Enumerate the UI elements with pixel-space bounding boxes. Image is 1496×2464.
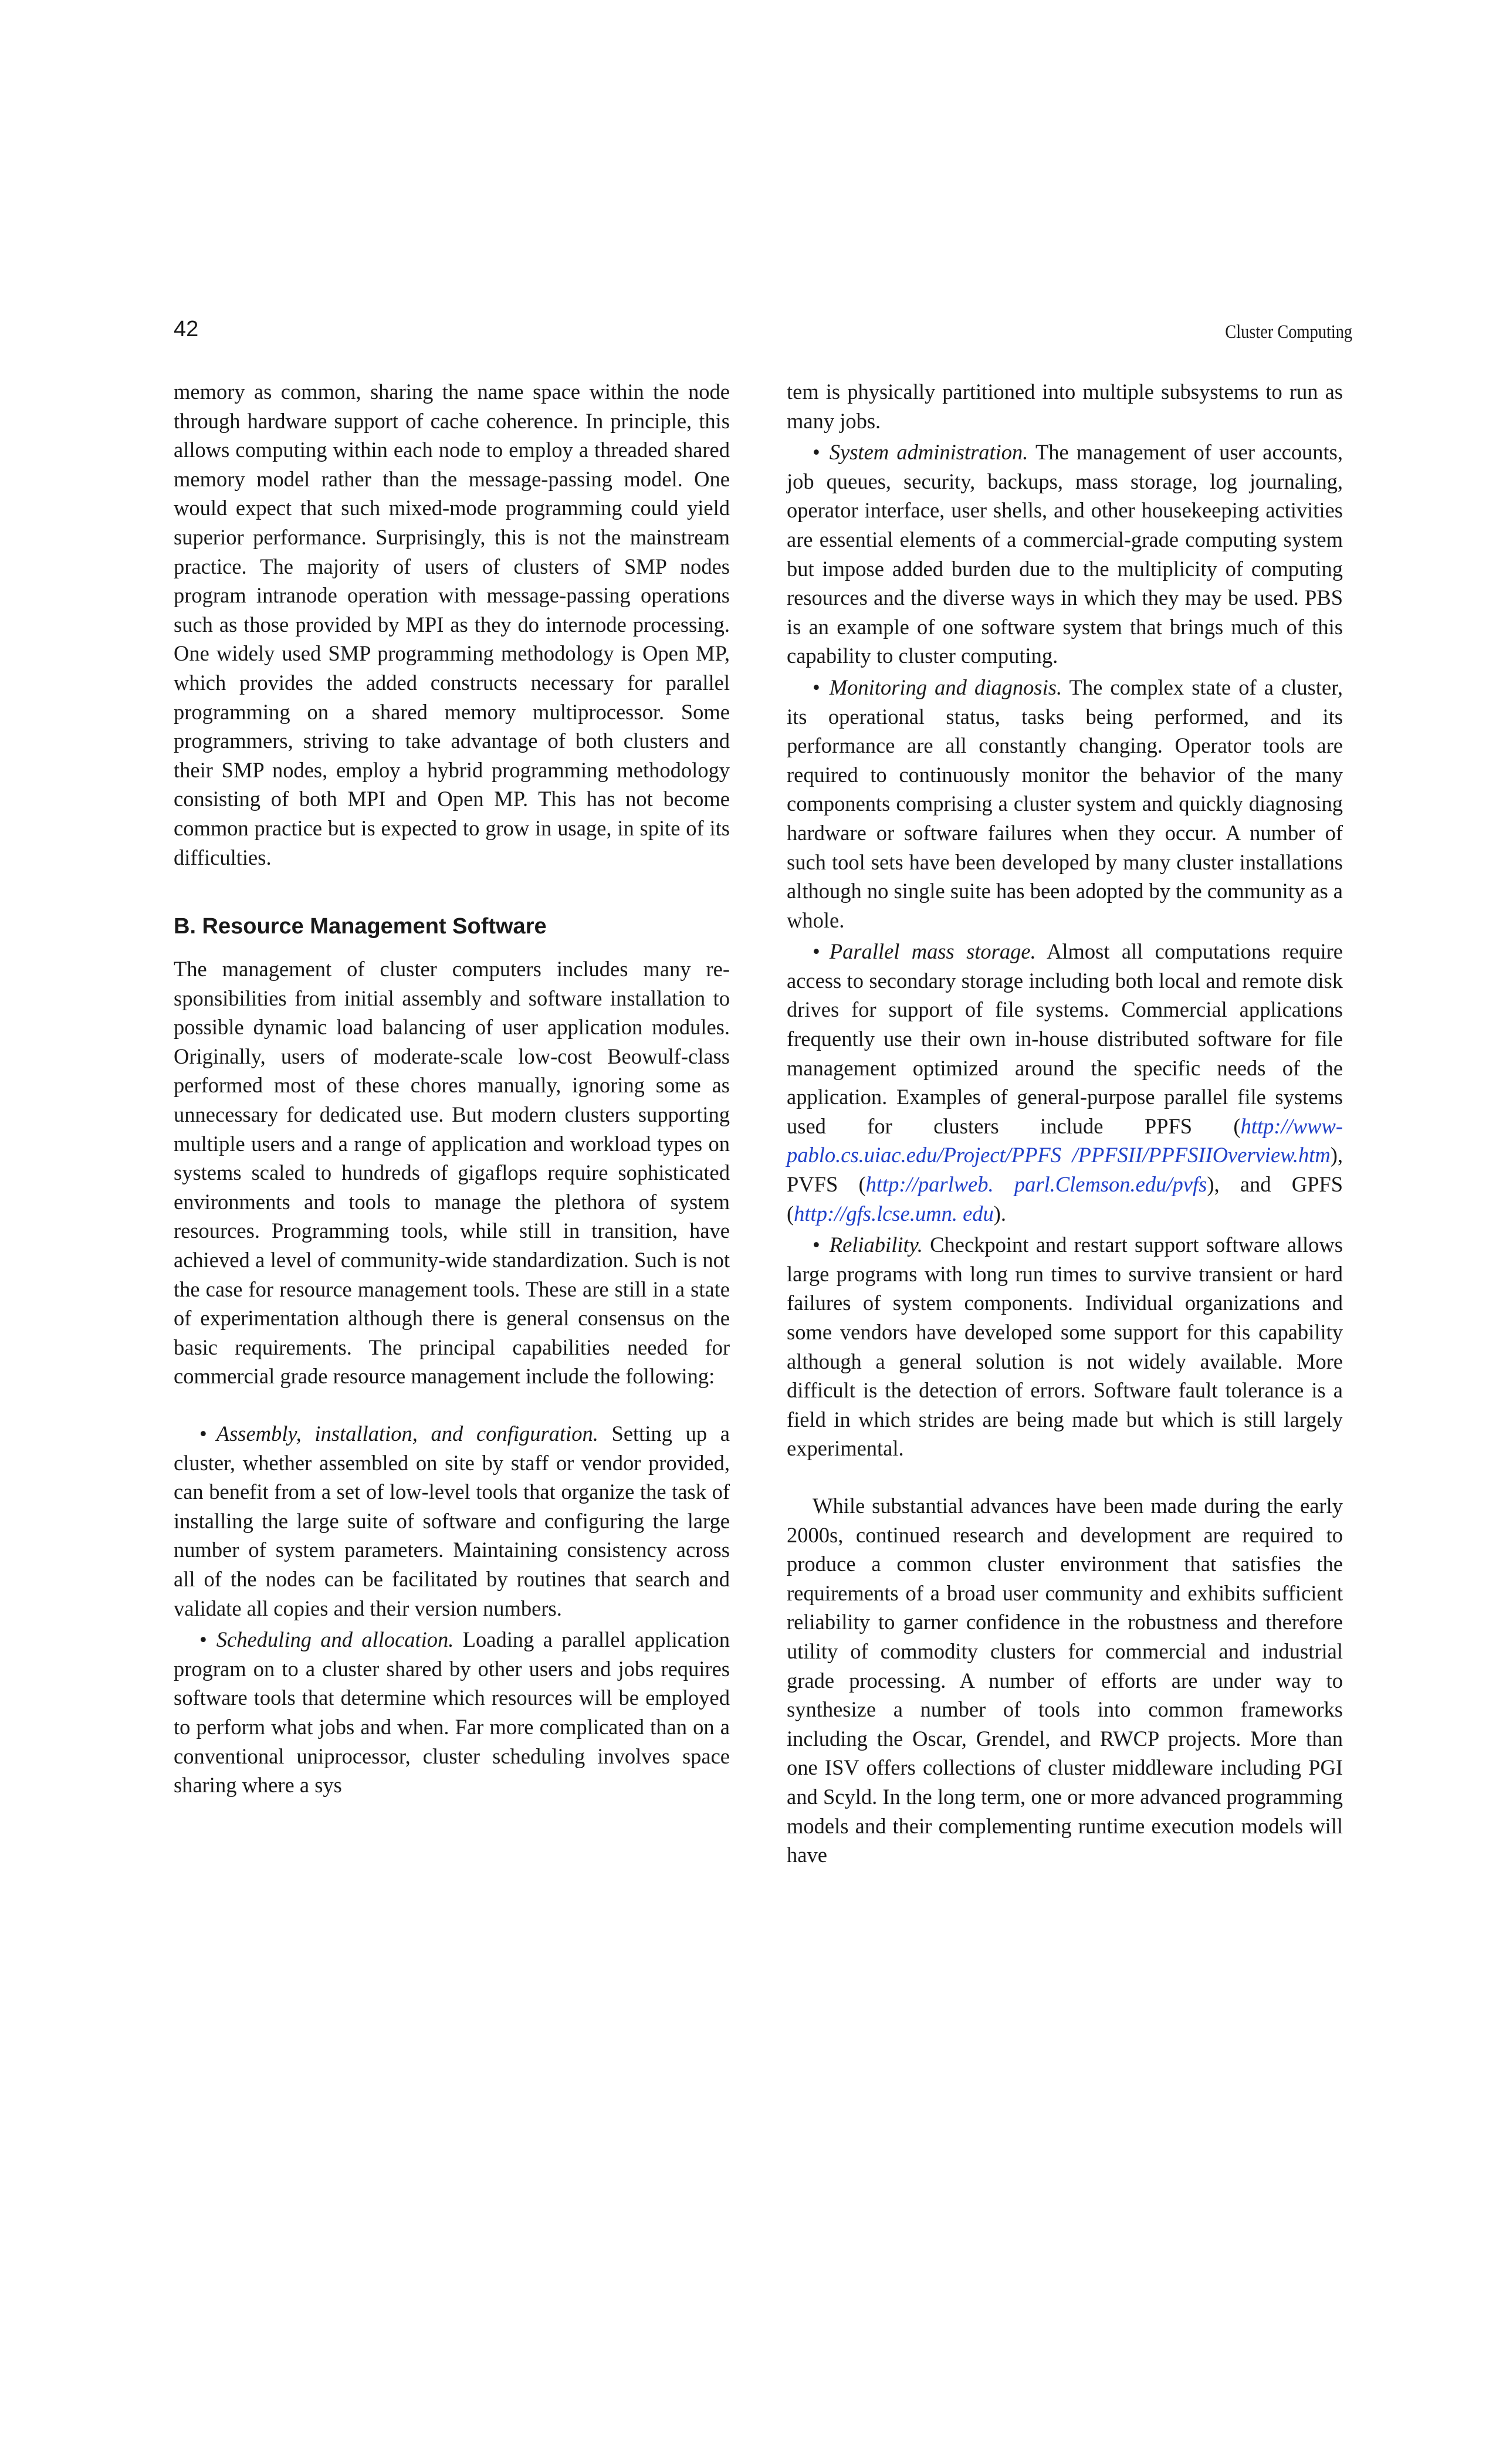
bullet-text: Almost all computations require access to secondary storage including both local and remote disk drives for support of file systems. Commercial applications frequently use their own in-house distributed software for file management optimized around the specific needs of the application. Examples of general-purpose parallel file systems used for clusters include PPFS ( [787, 939, 1343, 1138]
bullet-text: Checkpoint and restart support software allows large programs with long run times to survive transient or hard failures of system components. Individual organizations and some vendors have developed some support for this capability although a general solution is not widely available. More difficult is the detection of errors. Software fault tolerance is a field in which strides are being made but which is still largely experimental. [787, 1233, 1343, 1461]
left-column [174, 377, 730, 1800]
bullet-heading: Parallel mass storage. [829, 939, 1036, 964]
bullet-text: ). [993, 1201, 1007, 1226]
bullet-system-administration [787, 438, 1343, 671]
bullet-text: Setting up a cluster, whether assembled on site by staff or vendor provided, can benefit from a set of low-level tools that organize the task of installing the large suite of software and configuring the large number of system parameters. Maintaining consistency across all of the nodes can be facilitated by routines that search and validate all copies and their version numbers. [174, 1421, 730, 1620]
bullet-heading: Assembly, installation, and configuration. [216, 1421, 598, 1446]
bullet-heading: System administration. [829, 440, 1028, 465]
bullet-parallel-storage [787, 937, 1343, 1228]
bullet-scheduling [174, 1625, 730, 1800]
paragraph-resource-management: The management of cluster computers includes many responsibilities from initial assembly and software installation to possible dynamic load balancing of user application modules. Originally, users of moderate-scale low-cost Beowulf-class performed most of these chores manually, ignoring some as unnecessary for dedicated use. But modern clusters supporting multiple users and a range of application and workload types on systems scaled to hundreds of gigaflops require sophisticated environments and tools to manage the plethora of system resources. Programming tools, while still in transition, have achieved a level of community-wide standardization. Such is not the case for resource management tools. These are still in a state of experimentation although there is general consensus on the basic requirements. The principal capabilities needed for commercial grade resource management include the following: [174, 957, 730, 1389]
running-head: Cluster Computing [1225, 321, 1352, 343]
right-column [787, 377, 1343, 1870]
bullet-text: Loading a parallel application program on to a cluster shared by other users and jobs requires software tools that determine which resources will be employed to perform what jobs and when. Far more complicated than on a conventional uniprocessor, cluster scheduling involves space sharing where a sys [174, 1627, 730, 1798]
link-gpfs[interactable]: http://gfs.lcse.umn. edu [794, 1201, 994, 1226]
link-ppfs[interactable]: http://www-pablo.cs.uiac.edu/Project/PPFS /PPFSII/PPFSIIOverview.htm [787, 1113, 1343, 1167]
bullet-heading: Scheduling and allocation. [216, 1627, 454, 1652]
bullet-reliability [787, 1230, 1343, 1463]
paragraph-conclusion: While substantial advances have been made during the early 2000s, continued research and development are required to produce a common cluster environment that satisfies the requirements of a broad user community and exhibits sufficient reliability to garner confidence in the robustness and therefore utility of commodity clusters for commercial and industrial grade processing. A number of efforts are under way to synthesize a number of tools into common frameworks including the Oscar, Grendel, and RWCP projects. More than one ISV offers collections of cluster middleware including PGI and Scyld. In the long term, one or more advanced programming models and their complementing runtime execution models will have [787, 1493, 1343, 1867]
bullet-text: ), and GPFS ( [787, 1172, 1343, 1226]
paragraph-smp-programming: memory as common, sharing the name space within the node through hardware support of cache coherence. In principle, this allows computing within each node to employ a threaded shared memory model rather than the message-passing model. One would expect that such mixed-mode programming could yield superior performance. Surprisingly, this is not the mainstream practice. The majority of users of clusters of SMP nodes program intranode operation with message-passing operations such as those provided by MPI as they do internode processing. One widely used SMP programming methodology is Open MP, which provides the added constructs necessary for parallel programming on a shared memory multiprocessor. Some programmers, striving to take advantage of both clusters and their SMP nodes, employ a hybrid programming methodology consisting of both MPI and Open MP. This has not become common practice but is expected to grow in usage, in spite of its difficulties. [174, 380, 730, 869]
bullet-text: The complex state of a cluster, its operational status, tasks being performed, and its performance are all constantly changing. Operator tools are required to continuously monitor the behavior of the many components comprising a cluster system and quickly diagnosing hardware or software failures when they occur. A number of such tool sets have been developed by many cluster installations although no single suite has been adopted by the community as a whole. [787, 675, 1343, 932]
paragraph-continued: tem is physically partitioned into multiple subsystems to run as many jobs. [787, 380, 1343, 433]
bullet-text: The management of user accounts, job queues, security, backups, mass storage, log journaling, operator interface, user shells, and other housekeeping activities are essential elements of a commercial-grade computing system but impose added burden due to the multiplicity of computing resources and the diverse ways in which they may be used. PBS is an example of one software system that brings much of this capability to cluster computing. [787, 440, 1343, 668]
bullet-heading: Reliability. [829, 1233, 923, 1257]
section-heading: B. Resource Management Software [174, 914, 547, 939]
link-pvfs[interactable]: http://parlweb. parl.Clemson.edu/pvfs [865, 1172, 1207, 1197]
bullet-heading: Monitoring and diagnosis. [829, 675, 1062, 699]
bullet-text: ), PVFS ( [787, 1143, 1343, 1197]
page-number: 42 [174, 317, 199, 341]
bullet-monitoring [787, 673, 1343, 935]
bullet-assembly [174, 1419, 730, 1623]
